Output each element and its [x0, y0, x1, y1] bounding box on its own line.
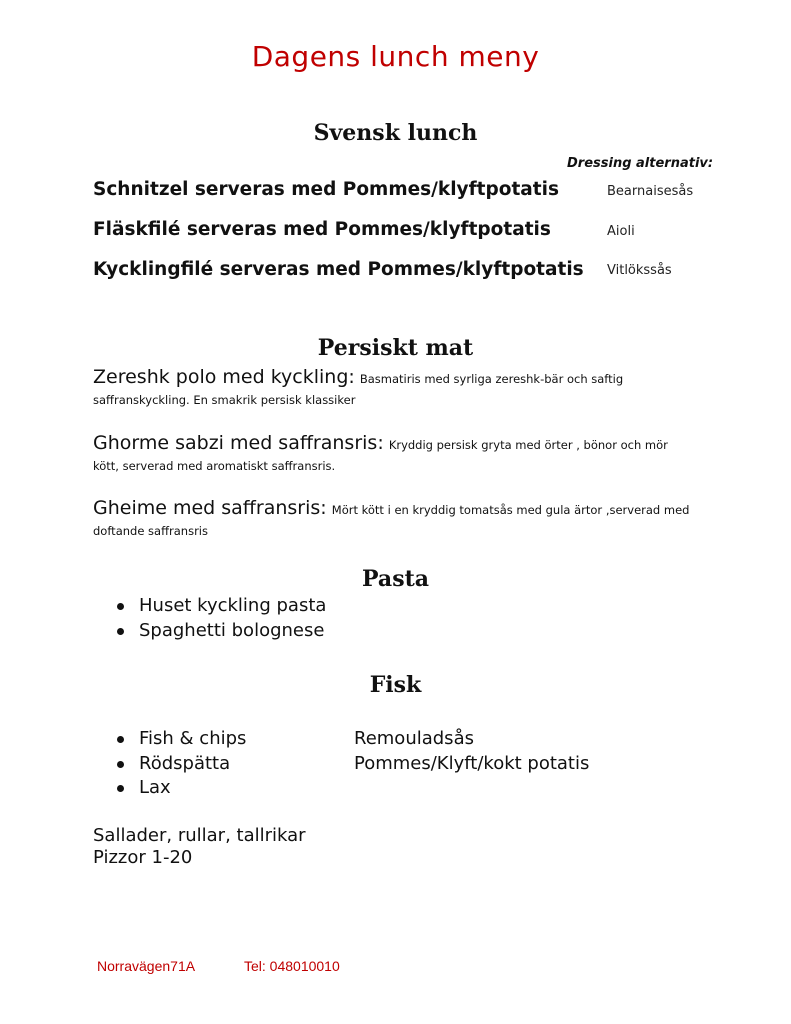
swedish-item-flaskfile: Fläskfilé serveras med Pommes/klyftpotatis — [93, 219, 551, 240]
swedish-item-kycklingfile: Kycklingfilé serveras med Pommes/klyftpotatis — [93, 259, 584, 280]
list-item: Huset kyckling pasta — [115, 594, 326, 619]
section-heading-pasta: Pasta — [361, 566, 429, 592]
dressing-aioli: Aioli — [607, 224, 635, 239]
persian-item-name: Gheime med saffransris: — [93, 497, 327, 519]
persian-item-desc-cont: saffranskyckling. En smakrik persisk klassiker — [93, 393, 356, 407]
list-item: Rödspätta — [115, 752, 246, 777]
bullet-icon — [117, 628, 124, 635]
bullet-icon — [117, 761, 124, 768]
persian-item-desc-cont: doftande saffransris — [93, 524, 208, 538]
extra-sallader: Sallader, rullar, tallrikar — [93, 825, 306, 846]
fish-side-remoulad: Remouladsås — [354, 728, 474, 749]
section-heading-fish: Fisk — [369, 672, 422, 698]
pasta-list — [115, 594, 326, 643]
persian-item-desc: Mört kött i en kryddig tomatsås med gula ärtor ,serverad med — [331, 503, 690, 517]
footer-address: Norravägen71A — [97, 958, 196, 974]
list-item: Fish & chips — [115, 727, 246, 752]
section-heading-persian: Persiskt mat — [317, 335, 474, 361]
extra-pizzor: Pizzor 1-20 — [93, 847, 193, 868]
bullet-icon — [117, 785, 124, 792]
dressing-bearnaise: Bearnaisesås — [607, 184, 694, 199]
persian-item — [93, 434, 713, 475]
list-item: Lax — [115, 776, 246, 801]
fish-list — [115, 727, 246, 801]
bullet-icon — [117, 603, 124, 610]
persian-item-desc-cont: kött, serverad med aromatiskt saffransris. — [93, 459, 336, 473]
persian-item — [93, 499, 713, 540]
footer-phone: Tel: 048010010 — [244, 958, 340, 974]
persian-item-name: Zereshk polo med kyckling: — [93, 366, 355, 388]
menu-title: Dagens lunch meny — [251, 40, 540, 73]
fish-side-potatis: Pommes/Klyft/kokt potatis — [354, 752, 590, 774]
section-heading-swedish: Svensk lunch — [313, 120, 478, 146]
persian-item-desc: Basmatiris med syrliga zereshk-bär och saftig — [359, 372, 624, 386]
persian-item — [93, 368, 713, 409]
bullet-icon — [117, 736, 124, 743]
persian-item-desc: Kryddig persisk gryta med örter , bönor och mör — [388, 438, 668, 452]
dressing-header: Dressing alternativ: — [567, 156, 714, 171]
dressing-vitlokssas: Vitlökssås — [607, 263, 672, 278]
list-item: Spaghetti bolognese — [115, 619, 326, 644]
persian-item-name: Ghorme sabzi med saffransris: — [93, 432, 384, 454]
swedish-item-schnitzel: Schnitzel serveras med Pommes/klyftpotatis — [93, 179, 559, 200]
